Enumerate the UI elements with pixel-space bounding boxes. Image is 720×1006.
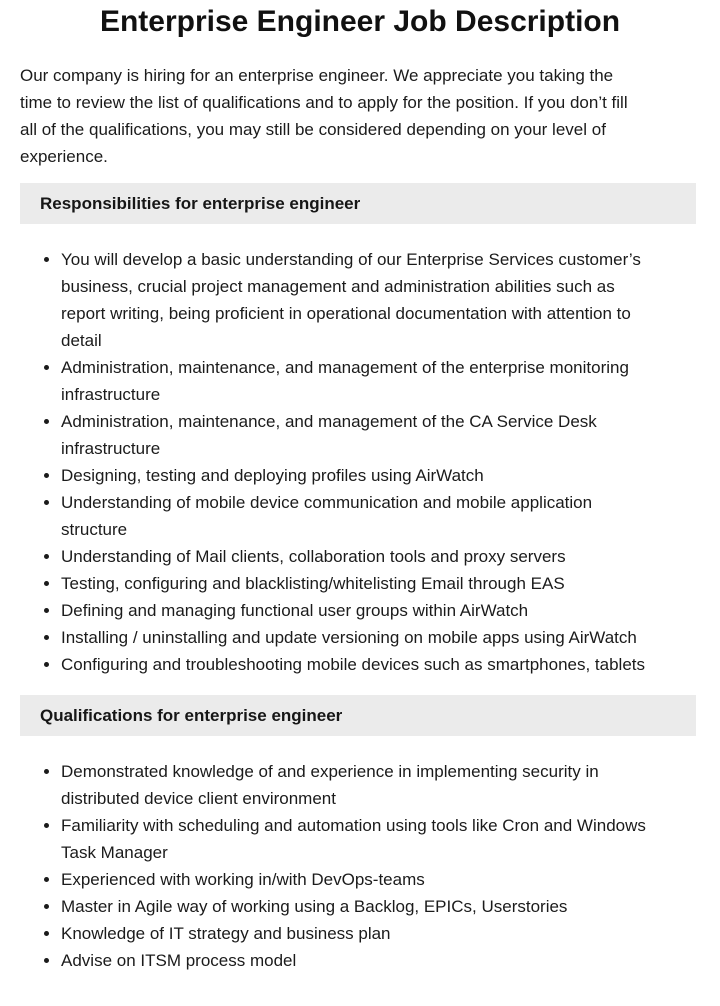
qualifications-list: [20, 758, 654, 974]
list-item: Defining and managing functional user groups within AirWatch: [20, 597, 654, 624]
list-item: Demonstrated knowledge of and experience in implementing security in distributed device client environment: [20, 758, 654, 812]
list-item: Knowledge of IT strategy and business plan: [20, 920, 654, 947]
list-item: Advise on ITSM process model: [20, 947, 654, 974]
section-header-responsibilities: Responsibilities for enterprise engineer: [20, 183, 696, 224]
list-item: Configuring and troubleshooting mobile devices such as smartphones, tablets: [20, 651, 654, 678]
list-item: You will develop a basic understanding of our Enterprise Services customer’s business, crucial project management and administration abilities such as report writing, being proficient in operational documentation with attention to detail: [20, 246, 654, 354]
list-item: Familiarity with scheduling and automation using tools like Cron and Windows Task Manager: [20, 812, 654, 866]
list-item: Administration, maintenance, and management of the enterprise monitoring infrastructure: [20, 354, 654, 408]
responsibilities-list: [20, 246, 654, 678]
list-item: Designing, testing and deploying profiles using AirWatch: [20, 462, 654, 489]
list-item: Master in Agile way of working using a Backlog, EPICs, Userstories: [20, 893, 654, 920]
section-header-qualifications: Qualifications for enterprise engineer: [20, 695, 696, 736]
list-item: Understanding of mobile device communication and mobile application structure: [20, 489, 654, 543]
list-item: Experienced with working in/with DevOps-teams: [20, 866, 654, 893]
list-item: Testing, configuring and blacklisting/whitelisting Email through EAS: [20, 570, 654, 597]
page-title: Enterprise Engineer Job Description: [99, 5, 621, 38]
list-item: Administration, maintenance, and management of the CA Service Desk infrastructure: [20, 408, 654, 462]
intro-paragraph: Our company is hiring for an enterprise engineer. We appreciate you taking the time to review the list of qualifications and to apply for the position. If you don’t fill all of the qualifications, you may still be considered depending on your level of experience.: [20, 66, 628, 166]
list-item: Installing / uninstalling and update versioning on mobile apps using AirWatch: [20, 624, 654, 651]
list-item: Understanding of Mail clients, collaboration tools and proxy servers: [20, 543, 654, 570]
